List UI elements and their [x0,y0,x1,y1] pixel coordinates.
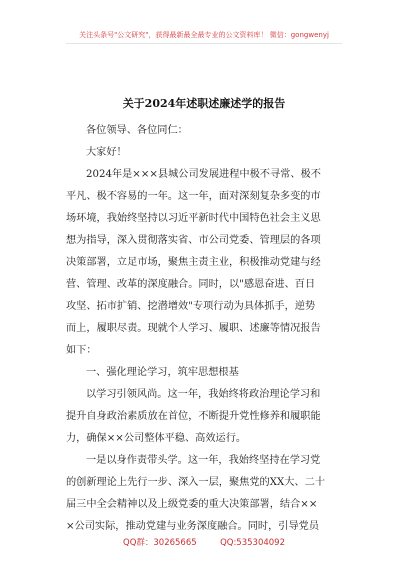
footer-qq: QQ:535304092 [220,538,285,548]
paragraph-line: 如下： [66,345,97,356]
footer-qq-group: QQ群：30265665 [123,538,197,548]
paragraph-line: 以学习引领风尚。这一年，我始终将政治理论学习和 [86,389,321,400]
paragraph-line: 届三中全会精神以及上级党委的重大决策部署，结合×× [66,499,318,510]
paragraph-line: 的创新理论上先行一步、深入一层，聚焦党的XX大、二十 [66,477,326,488]
paragraph-line: 力，确保××公司整体平稳、高效运行。 [66,433,247,444]
footer [0,536,408,548]
document-title: 关于2024年述职述廉述学的报告 [122,97,286,110]
paragraph-line: 平凡、极不容易的一年。这一年，面对深刻复杂多变的市 [66,191,321,202]
paragraph-line: 一是以身作责带头学。这一年，我始终坚持在学习党 [86,455,321,466]
paragraph-line: 决策部署，立足市场，聚焦主责主业，积极推动党建与经 [66,257,321,268]
paragraph-line: 而上，履职尽责。现就个人学习、履职、述廉等情况报告 [66,323,321,334]
paragraph-line: 想为指导，深入贯彻落实省、市公司党委、管理层的各项 [66,235,321,246]
document-body [66,120,346,538]
header-banner: 关注头条号"公文研究"，获得最新最全最专业的公文资料库！ 微信：gongwenyj [79,31,329,39]
paragraph-line: 场环境，我始终坚持以习近平新时代中国特色社会主义思 [66,213,321,224]
paragraph-line: 大家好！ [86,147,127,158]
paragraph-line: 攻坚、拓市扩销、挖潜增效"专项行动为具体抓手，逆势 [66,301,316,312]
paragraph-line: 2024年是×××县城公司发展进程中极不寻常、极不 [86,169,321,180]
paragraph-line: 提升自身政治素质放在首位，不断提升党性修养和履职能 [66,411,321,422]
paragraph-line: 各位领导、各位同仁： [86,125,188,136]
paragraph-line: 一、强化理论学习，筑牢思想根基 [86,367,239,378]
paragraph-line: ×公司实际，推动党建与业务深度融合。同时，引导党员 [66,521,320,532]
paragraph-line: 营、管理、改革的深度融合。同时，以"感恩奋进、百日 [66,279,316,290]
header-divider [66,43,342,44]
